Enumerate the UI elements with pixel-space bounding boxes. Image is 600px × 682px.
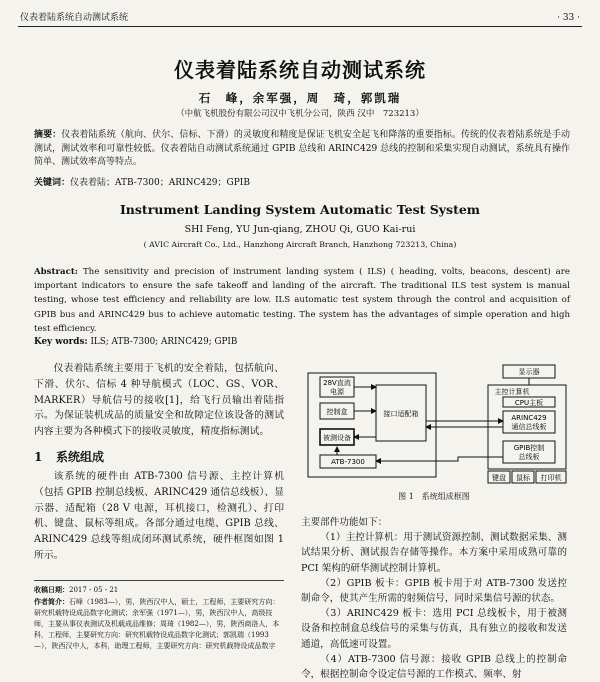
right-column bbox=[301, 515, 567, 682]
components-intro: 主要部件功能如下： bbox=[301, 517, 388, 528]
author-bio bbox=[34, 596, 284, 652]
keyboard-label: 键盘 bbox=[492, 474, 506, 482]
section-heading bbox=[34, 448, 284, 465]
abstract-chinese bbox=[34, 129, 570, 170]
journal-name: 仪表着陆系统自动测试系统 bbox=[20, 13, 129, 23]
monitor-label: 显示器 bbox=[518, 368, 540, 376]
signal-source-label: ATB-7300 bbox=[331, 458, 365, 466]
component-item: （2）GPIB 板卡：GPIB 板卡用于对 ATB-7300 发送控制命令，使其产生所需的射频信号，同时采集信号源的状态。 bbox=[301, 577, 567, 605]
section-number: 1 bbox=[34, 449, 43, 464]
system-block-diagram bbox=[298, 363, 570, 485]
arinc-board-label-2: 通信总线板 bbox=[511, 423, 547, 431]
running-header bbox=[18, 10, 582, 27]
adapter-box-label: 接口适配箱 bbox=[383, 410, 419, 418]
footnote bbox=[34, 580, 284, 652]
mouse-label: 鼠标 bbox=[516, 474, 530, 482]
power-label-1: 28V直流 bbox=[323, 379, 351, 387]
author-bio-text: 石峰（1983—），男，陕西汉中人，硕士，工程师，主要研究方向：研究机载特设成品数字化测试；余军强（1971—），男，陕西汉中人，高级技师，主要从事仪表测试及机载成品维修；周琦（1982—），男，陕西商洛人，本科，工程师，主要研究方向：研究机载特设成品数字化测试；郭凯瑞（1993—），陕西汉中人，本科，助理工程师，主要研究方向：研究机载特设成品数字 bbox=[34, 598, 280, 650]
component-item: （3）ARINC429 板卡：选用 PCI 总线板卡，用于被测设备和控制盒总线信号的采集与仿真，具有独立的接收和发送通道，高低速可设置。 bbox=[301, 608, 567, 650]
intro-paragraph: 仪表着陆系统主要用于飞机的安全着陆，包括航向、下滑、伏尔、信标 4 种导航模式（LOC、GS、VOR、MARKER）导航信号的接收[1]，给飞行员输出着陆指示。为保证装机成品的质量安全和故障定位该设备的测试内容主要为各种模式下的接收灵敏度，精度指标测试。 bbox=[34, 363, 284, 438]
cpu-board-label: CPU主板 bbox=[514, 399, 544, 407]
keywords-text-chinese: 仪表着陆；ATB-7300；ARINC429；GPIB bbox=[70, 178, 250, 188]
keywords-label-english: Key words: bbox=[34, 337, 88, 347]
authors-chinese: 石 峰，余军强，周 琦，郭凯瑞 bbox=[198, 91, 402, 105]
abstract-label-english: Abstract: bbox=[34, 267, 78, 277]
abstract-text-english: The sensitivity and precision of instrument landing system ( ILS) ( heading, volts, beacons, descent) are important indicators to ensure the safe takeoff and landing of the aircraft. The traditional ILS test system is manual testing, whose test efficiency and reliability are low. ILS automatic test system through the control and acquisition of GPIB bus and ARINC429 bus to achieve automatic testing. The system has the advantages of simple operation and high test efficiency. bbox=[34, 267, 570, 334]
keywords-text-english: ILS; ATB-7300; ARINC429; GPIB bbox=[87, 337, 238, 347]
component-item: （4）ATB-7300 信号源：接收 GPIB 总线上的控制命令，根据控制命令设定信号源的工作模式、频率、射 bbox=[301, 653, 567, 681]
component-item: （1）主控计算机：用于测试资源控制、测试数据采集、测试结果分析、测试报告存储等操作。本方案中采用成熟可靠的 PCI 架构的研华测试控制计算机。 bbox=[301, 532, 567, 574]
keywords-label-chinese: 关键词： bbox=[34, 178, 71, 188]
section-title: 系统组成 bbox=[56, 449, 105, 464]
gpib-board-label-1: GPIB控制 bbox=[513, 444, 545, 452]
title-english: Instrument Landing System Automatic Test System bbox=[119, 202, 481, 217]
section-paragraph: 该系统的硬件由 ATB-7300 信号源、主控计算机（包括 GPIB 控制总线板、ARINC429 通信总线板）、显示器、适配箱（28 V 电源，耳机接口，检测孔）、打印机、键盘、鼠标等组成。各部分通过电缆、GPIB 总线、ARINC429 总线等组成闭环测试系统，硬件框图如图 1 所示。 bbox=[34, 470, 284, 561]
gpib-board-label-2: 总线板 bbox=[518, 453, 540, 461]
keywords-english bbox=[34, 336, 570, 348]
control-box-label: 控制盒 bbox=[326, 408, 348, 416]
keywords-chinese bbox=[34, 177, 570, 189]
device-under-test-label: 被测设备 bbox=[323, 434, 351, 442]
printer-label: 打印机 bbox=[540, 474, 562, 482]
abstract-label-chinese: 摘要： bbox=[34, 130, 62, 140]
title-chinese: 仪表着陆系统自动测试系统 bbox=[174, 58, 426, 82]
authors-english: SHI Feng, YU Jun-qiang, ZHOU Qi, GUO Kai-rui bbox=[184, 224, 416, 235]
abstract-text-chinese: 仪表着陆系统（航向、伏尔、信标、下滑）的灵敏度和精度是保证飞机安全起飞和降落的重要指标。传统的仪表着陆系统是手动测试，测试效率和可靠性较低。仪表着陆自动测试系统通过 GPIB 总线和 ARINC429 总线的控制和采集实现自动测试，系统具有操作简单、测试效率高等特点。 bbox=[34, 130, 570, 167]
affiliation-english: ( AVIC Aircraft Co., Ltd., Hanzhong Aircraft Branch, Hanzhong 723213, China) bbox=[143, 240, 457, 249]
abstract-english bbox=[34, 265, 570, 336]
affiliation-chinese: （中航飞机股份有限公司汉中飞机分公司，陕西 汉中 723213） bbox=[176, 109, 424, 119]
received-date bbox=[34, 584, 284, 596]
page-number: · 33 · bbox=[557, 13, 580, 23]
received-label: 收稿日期： bbox=[34, 585, 69, 594]
arinc-board-label-1: ARINC429 bbox=[511, 414, 547, 422]
received-value: 2017 - 05 - 21 bbox=[69, 586, 119, 594]
main-computer-label: 主控计算机 bbox=[494, 388, 530, 396]
left-column bbox=[34, 361, 284, 564]
power-label-2: 电源 bbox=[330, 388, 344, 396]
block-diagram-svg bbox=[298, 363, 570, 485]
author-bio-label: 作者简介： bbox=[34, 597, 69, 606]
figure-caption: 图 1 系统组成框图 bbox=[398, 492, 470, 501]
